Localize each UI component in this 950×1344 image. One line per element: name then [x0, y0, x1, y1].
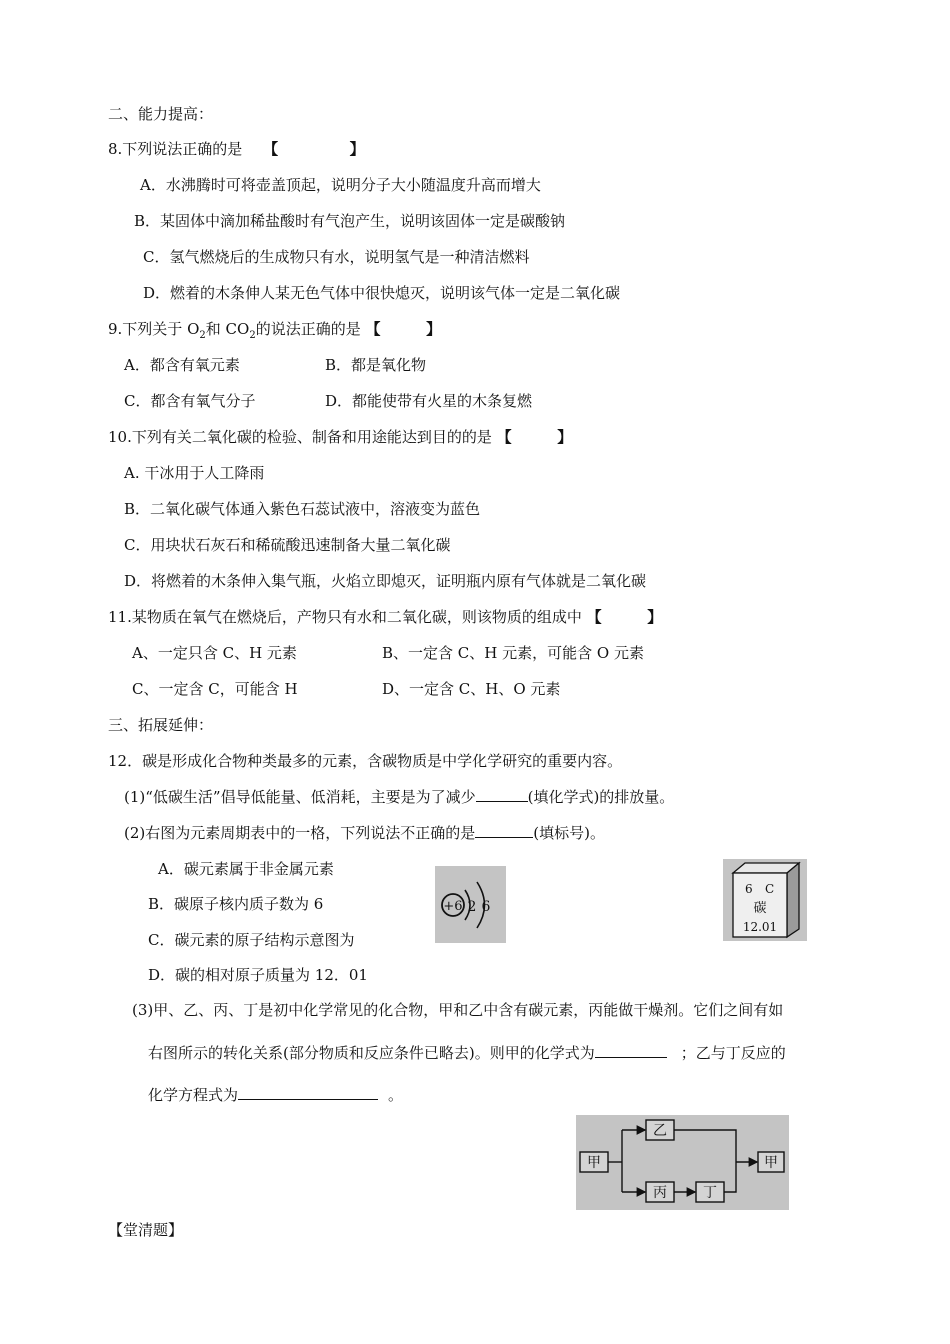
answer-bracket-close: 】	[349, 140, 365, 158]
answer-bracket-open: 【	[263, 140, 279, 158]
question-9-option-c: C．都含有氧气分子	[124, 392, 256, 410]
question-10-option-a: A. 干冰用于人工降雨	[124, 464, 265, 482]
question-11-option-d: D、一定含 C、H、O 元素	[382, 680, 561, 698]
part-2-text-post: (填标号)。	[533, 824, 605, 842]
question-9-text-post: 的说法正确的是	[255, 320, 361, 338]
element-name: 碳	[753, 901, 767, 916]
shell-2-electrons: 6	[481, 899, 491, 915]
question-8-stem	[108, 139, 365, 159]
question-11-option-b: B、一定含 C、H 元素，可能含 O 元素	[382, 644, 644, 662]
atom-structure-svg	[435, 866, 506, 943]
question-10-text: 10.下列有关二氧化碳的检验、制备和用途能达到目的的是	[108, 428, 492, 446]
question-10-option-d: D．将燃着的木条伸入集气瓶，火焰立即熄灭，证明瓶内原有气体就是二氧化碳	[124, 572, 647, 590]
part-1-text-post: (填化学式)的排放量。	[527, 788, 675, 806]
question-8-option-c: C．氢气燃烧后的生成物只有水，说明氢气是一种清洁燃料	[143, 248, 530, 266]
question-9-text-mid: 和 CO	[205, 320, 250, 338]
answer-bracket-close: 】	[557, 428, 573, 446]
question-11-option-a: A、一定只含 C、H 元素	[132, 644, 297, 662]
question-9-option-d: D．都能使带有火星的木条复燃	[325, 392, 533, 410]
periodic-table-cell-figure	[723, 859, 807, 941]
question-8-option-b: B．某固体中滴加稀盐酸时有气泡产生，说明该固体一定是碳酸钠	[134, 212, 566, 230]
part-2-option-d: D．碳的相对原子质量为 12．01	[148, 966, 368, 984]
question-8-option-a: A．水沸腾时可将壶盖顶起，说明分子大小随温度升高而增大	[140, 176, 541, 194]
part-2-text-pre: (2)右图为元素周期表中的一格，下列说法不正确的是	[124, 824, 476, 842]
question-10-stem	[108, 427, 572, 447]
part-2-option-c: C．碳元素的原子结构示意图为	[148, 931, 355, 949]
answer-bracket-open: 【	[586, 608, 602, 626]
answer-bracket-close: 】	[647, 608, 663, 626]
question-9-option-a: A．都含有氧元素	[124, 356, 240, 374]
subscript: 2	[249, 330, 256, 341]
answer-blank-equation[interactable]	[238, 1085, 378, 1100]
question-9-stem	[108, 319, 441, 346]
answer-blank[interactable]	[475, 823, 533, 838]
question-12-part-1	[124, 787, 674, 807]
part-2-option-b: B．碳原子核内质子数为 6	[148, 895, 324, 913]
section-heading-extension: 三、拓展延伸：	[108, 716, 214, 734]
question-12-part-3-line-1: (3)甲、乙、丙、丁是初中化学常见的化合物，甲和乙中含有碳元素，丙能做干燥剂。它们之间有如	[132, 1001, 784, 1019]
subscript: 2	[199, 330, 206, 341]
footer-practice-label: 【堂清题】	[108, 1221, 184, 1239]
answer-bracket-open: 【	[496, 428, 512, 446]
part-3-equation-post: 。	[388, 1086, 404, 1104]
part-3-text-post: ；乙与丁反应的	[680, 1044, 786, 1062]
part-3-equation-pre: 化学方程式为	[148, 1086, 239, 1104]
answer-blank[interactable]	[476, 787, 528, 802]
periodic-cell-svg	[723, 859, 807, 941]
conversion-flow-diagram	[576, 1115, 789, 1210]
question-10-option-c: C．用块状石灰石和稀硫酸迅速制备大量二氧化碳	[124, 536, 451, 554]
nucleus-charge-label: +6	[443, 899, 463, 914]
node-mid-label: 丙	[653, 1185, 667, 1201]
section-heading-ability: 二、能力提高：	[108, 105, 214, 123]
question-12-stem: 12．碳是形成化合物种类最多的元素，含碳物质是中学化学研究的重要内容。	[108, 752, 623, 770]
question-9-option-b: B．都是氧化物	[325, 356, 427, 374]
flow-diagram-svg	[576, 1115, 789, 1210]
question-10-option-b: B．二氧化碳气体通入紫色石蕊试液中，溶液变为蓝色	[124, 500, 481, 518]
question-8-text: 8.下列说法正确的是	[108, 140, 243, 158]
atomic-number: 6	[745, 882, 753, 896]
answer-bracket-open: 【	[365, 320, 381, 338]
atom-structure-diagram	[435, 866, 506, 943]
node-top-label: 乙	[653, 1123, 667, 1139]
part-1-text-pre: (1)“低碳生活”倡导低能量、低消耗，主要是为了减少	[124, 788, 476, 806]
question-11-text: 11.某物质在氧气在燃烧后，产物只有水和二氧化碳，则该物质的组成中	[108, 608, 582, 626]
shell-1-electrons: 2	[467, 899, 477, 915]
answer-blank-formula[interactable]	[595, 1043, 667, 1058]
question-12-part-3-line-2	[148, 1043, 786, 1063]
node-start-label: 甲	[587, 1155, 601, 1171]
node-right-mid-label: 丁	[703, 1185, 717, 1201]
question-9-text-pre: 9.下列关于 O	[108, 320, 200, 338]
question-12-part-2	[124, 823, 605, 843]
element-symbol: C	[765, 882, 775, 896]
node-end-label: 甲	[764, 1155, 778, 1171]
atomic-mass: 12.01	[742, 920, 778, 934]
question-12-part-3-line-3	[148, 1085, 403, 1105]
part-3-text-pre: 右图所示的转化关系(部分物质和反应条件已略去)。则甲的化学式为	[148, 1044, 595, 1062]
question-8-option-d: D．燃着的木条伸人某无色气体中很快熄灭，说明该气体一定是二氧化碳	[143, 284, 621, 302]
part-2-option-a: A．碳元素属于非金属元素	[158, 860, 334, 878]
question-11-option-c: C、一定含 C，可能含 H	[132, 680, 298, 698]
answer-bracket-close: 】	[426, 320, 442, 338]
question-11-stem	[108, 607, 662, 627]
